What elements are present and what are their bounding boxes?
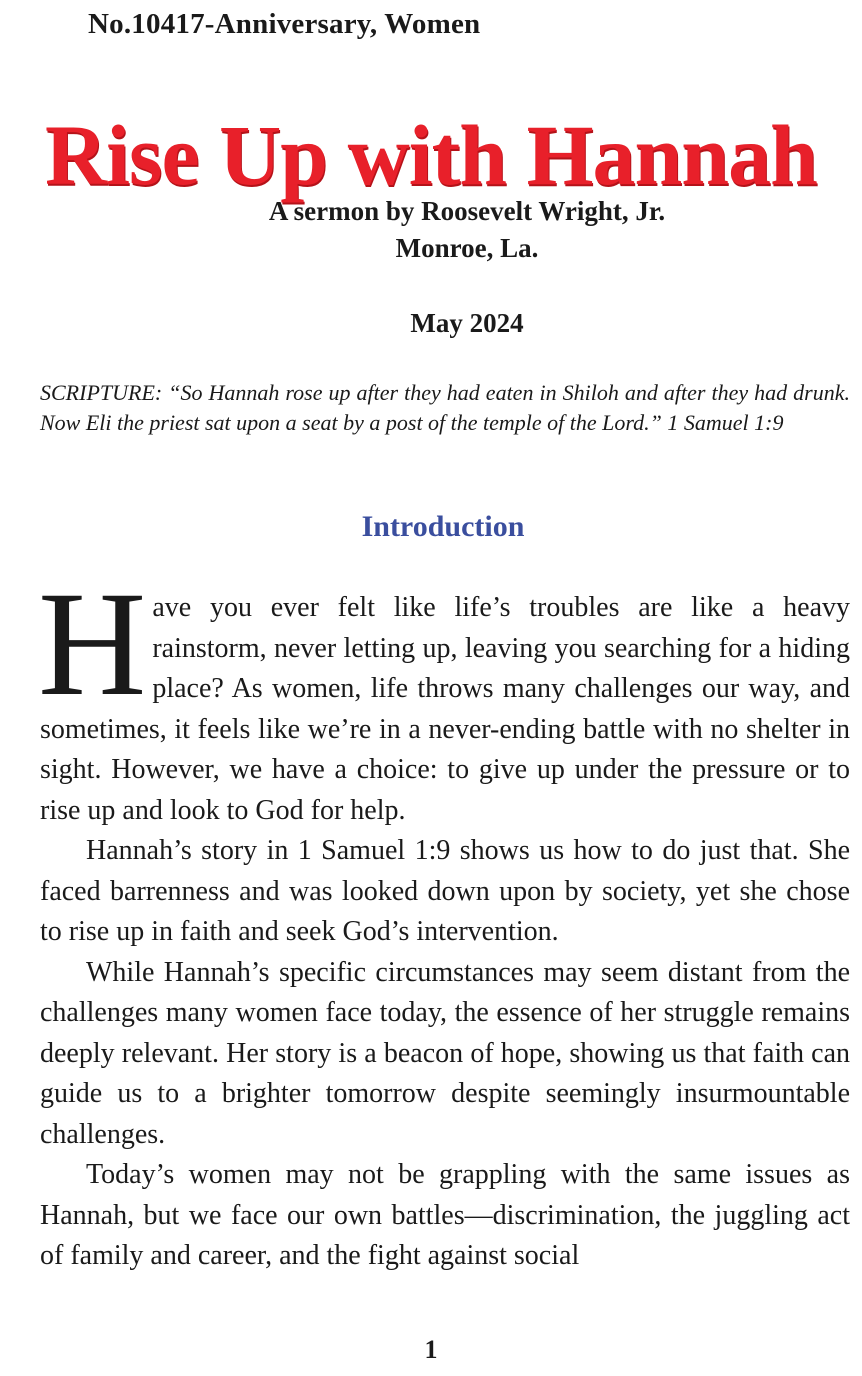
drop-cap: H — [38, 561, 147, 727]
paragraph: Today’s women may not be grappling with the same issues as Hannah, but we face our own battles—discrimination, the juggling act of family and career, and the fight against social — [40, 1159, 850, 1271]
body-text — [38, 561, 850, 1277]
scripture-quote: SCRIPTURE: “So Hannah rose up after they had eaten in Shiloh and after they had drunk. Now Eli the priest sat upon a seat by a post of the temple of the Lord.” 1 Samuel 1:9 — [40, 380, 850, 435]
sermon-date: May 2024 — [410, 308, 524, 338]
section-heading-introduction: Introduction — [361, 510, 525, 543]
paragraph — [38, 561, 850, 831]
sermon-title: Rise Up with Hannah — [45, 107, 817, 203]
paragraph: While Hannah’s specific circumstances may seem distant from the challenges many women face today, the essence of her struggle remains deeply relevant. Her story is a beacon of hope, showing us that faith can guide us to a brighter tomorrow despite seemingly insurmountable challenges. — [40, 956, 850, 1150]
byline-location: Monroe, La. — [395, 233, 539, 263]
page-number: 1 — [424, 1335, 438, 1364]
paragraph: Hannah’s story in 1 Samuel 1:9 shows us how to do just that. She faced barrenness and was looked down upon by society, yet she chose to rise up in faith and seek God’s intervention. — [40, 835, 850, 947]
document-code-header: No.10417-Anniversary, Women — [88, 8, 481, 40]
paragraph-text: ave you ever felt like life’s troubles are like a heavy rainstorm, never letting up, leaving you searching for a hiding place? As women, life throws many challenges our way, and sometimes, it feels like we’re in a never-ending battle with no shelter in sight. However, we have a choice: to give up under the pressure or to rise up and look to God for help. — [40, 592, 850, 826]
byline-author: A sermon by Roosevelt Wright, Jr. — [268, 196, 666, 226]
